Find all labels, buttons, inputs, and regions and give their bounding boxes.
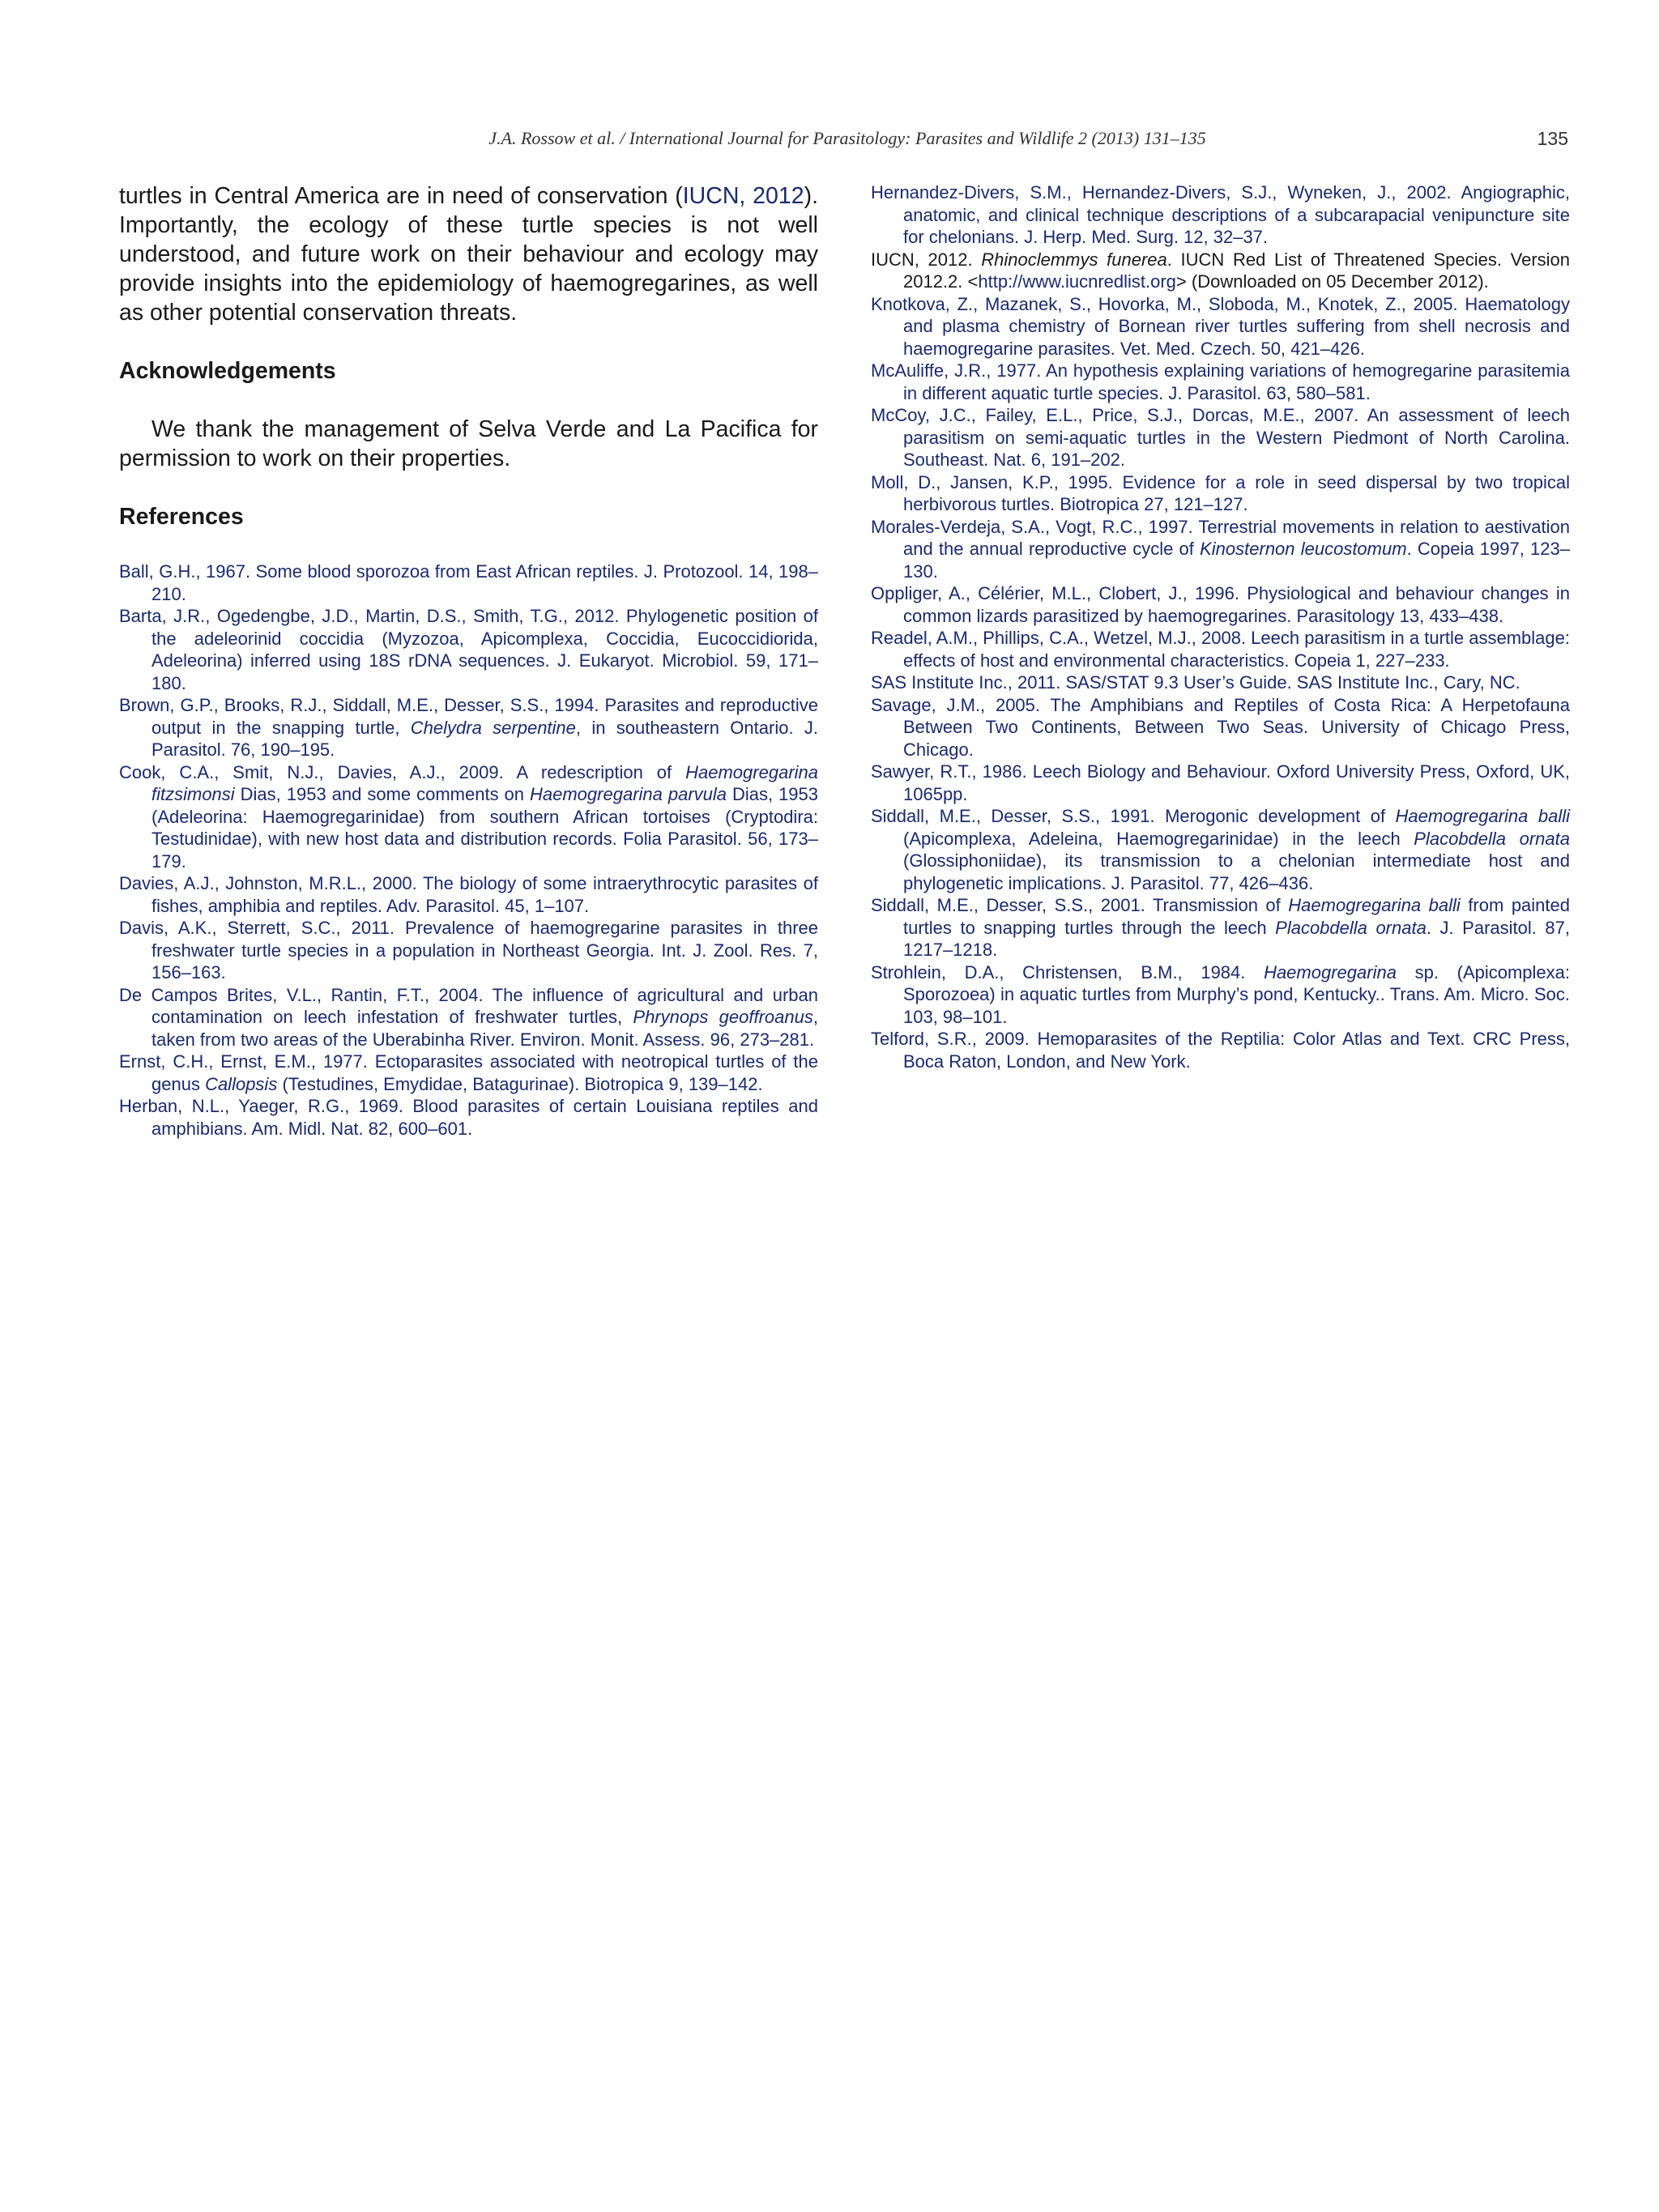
reference-item[interactable] bbox=[871, 805, 1570, 894]
species-name: Haemogregarina balli bbox=[1288, 895, 1461, 915]
reference-text: Herban, N.L., Yaeger, R.G., 1969. Blood parasites of certain Louisiana reptiles and amphibians. Am. Midl. Nat. 82, 600–601. bbox=[119, 1096, 818, 1139]
url-link[interactable]: http://www.iucnredlist.org bbox=[978, 271, 1176, 292]
reference-item[interactable] bbox=[119, 560, 818, 605]
reference-text: Readel, A.M., Phillips, C.A., Wetzel, M.J., 2008. Leech parasitism in a turtle assemblage: effects of host and environmental characteristics. Copeia 1, 227–233. bbox=[871, 628, 1570, 671]
reference-text: SAS Institute Inc., 2011. SAS/STAT 9.3 User’s Guide. SAS Institute Inc., Cary, NC. bbox=[871, 672, 1520, 693]
reference-text: (Glossiphoniidae), its transmission to a chelonian intermediate host and phylogenetic implications. J. Parasitol. 77, 426–436. bbox=[903, 850, 1570, 893]
reference-text: Oppliger, A., Célérier, M.L., Clobert, J., 1996. Physiological and behaviour changes in common lizards parasitized by haemogregarines. Parasitology 13, 433–438. bbox=[871, 583, 1570, 626]
species-name: Phrynops geoffroanus bbox=[633, 1007, 813, 1027]
reference-text: De Campos Brites, V.L., Rantin, F.T., 2004. The influence of agricultural and urban contamination on leech infestation of freshwater turtles, bbox=[119, 984, 818, 1027]
reference-item[interactable] bbox=[871, 181, 1570, 249]
reference-text: McCoy, J.C., Failey, E.L., Price, S.J., Dorcas, M.E., 2007. An assessment of leech parasitism on semi-aquatic turtles in the Western Piedmont of North Carolina. Southeast. Nat. 6, 191–202. bbox=[871, 405, 1570, 470]
reference-item[interactable] bbox=[119, 761, 818, 873]
reference-item[interactable] bbox=[871, 894, 1570, 961]
species-name: Placobdella ornata bbox=[1414, 828, 1570, 849]
reference-text: Morales-Verdeja, S.A., Vogt, R.C., 1997. Terrestrial movements in relation to aestivation and the annual reproductive cycle of bbox=[871, 516, 1570, 559]
references-list-left bbox=[119, 560, 818, 1140]
reference-item[interactable] bbox=[871, 1028, 1570, 1072]
running-head: J.A. Rossow et al. / International Journal for Parasitology: Parasites and Wildlife 2 (2013) 131–135 bbox=[488, 128, 1206, 148]
reference-item[interactable] bbox=[119, 1051, 818, 1095]
species-name: Placobdella ornata bbox=[1275, 917, 1427, 938]
reference-text: , in southeastern Ontario. J. Parasitol. 76, 190–195. bbox=[151, 717, 818, 760]
reference-text: Hernandez-Divers, S.M., Hernandez-Divers, S.J., Wyneken, J., 2002. Angiographic, anatomic, and clinical technique descriptions of a subcarapacial venipuncture site for chelonians. J. Herp. Med. Surg. 12, 32–37. bbox=[871, 182, 1570, 247]
reference-text: (Apicomplexa, Adeleina, Haemogregarinidae) in the leech bbox=[903, 828, 1414, 849]
reference-text: Telford, S.R., 2009. Hemoparasites of the Reptilia: Color Atlas and Text. CRC Press, Boca Raton, London, and New York. bbox=[871, 1029, 1570, 1072]
species-name: Kinosternon leucostomum bbox=[1200, 539, 1407, 559]
species-name: Rhinoclemmys funerea bbox=[981, 249, 1167, 270]
reference-item[interactable] bbox=[871, 761, 1570, 805]
reference-item[interactable] bbox=[119, 1095, 818, 1140]
reference-text: Brown, G.P., Brooks, R.J., Siddall, M.E., Desser, S.S., 1994. Parasites and reproductive output in the snapping turtle, bbox=[119, 695, 818, 738]
species-name: Haemogregarina parvula bbox=[530, 784, 727, 804]
reference-item[interactable] bbox=[871, 471, 1570, 516]
species-name: Haemogregarina bbox=[1264, 961, 1397, 982]
reference-item[interactable] bbox=[871, 627, 1570, 671]
reference-text: Siddall, M.E., Desser, S.S., 2001. Transmission of bbox=[871, 895, 1289, 915]
reference-text: , taken from two areas of the Uberabinha River. Environ. Monit. Assess. 96, 273–281. bbox=[151, 1007, 818, 1050]
reference-item bbox=[871, 249, 1570, 293]
reference-text: . Copeia 1997, 123–130. bbox=[903, 539, 1570, 582]
reference-text: Sawyer, R.T., 1986. Leech Biology and Behaviour. Oxford University Press, Oxford, UK, 1065pp. bbox=[871, 761, 1570, 804]
reference-item[interactable] bbox=[119, 872, 818, 917]
reference-text: IUCN, 2012. bbox=[871, 249, 982, 270]
citation-link-iucn[interactable]: IUCN, 2012 bbox=[682, 183, 804, 209]
reference-item[interactable] bbox=[871, 694, 1570, 761]
reference-text: Ernst, C.H., Ernst, E.M., 1977. Ectoparasites associated with neotropical turtles of the genus bbox=[119, 1051, 818, 1094]
reference-text: > (Downloaded on 05 December 2012). bbox=[1175, 271, 1489, 292]
acknowledgements-heading: Acknowledgements bbox=[119, 358, 336, 384]
reference-text: Moll, D., Jansen, K.P., 1995. Evidence for a role in seed dispersal by two tropical herbivorous turtles. Biotropica 27, 121–127. bbox=[871, 471, 1570, 514]
reference-item[interactable] bbox=[871, 360, 1570, 404]
reference-text: Ball, G.H., 1967. Some blood sporozoa from East African reptiles. J. Protozool. 14, 198–210. bbox=[119, 561, 818, 604]
reference-text: sp. (Apicomplexa: Sporozoea) in aquatic turtles from Murphy’s pond, Kentucky.. Trans. Am. Micro. Soc. 103, 98–101. bbox=[903, 961, 1571, 1027]
reference-item[interactable] bbox=[871, 582, 1570, 627]
reference-text: McAuliffe, J.R., 1977. An hypothesis explaining variations of hemogregarine parasitemia in different aquatic turtle species. J. Parasitol. 63, 580–581. bbox=[871, 360, 1570, 403]
reference-item[interactable] bbox=[871, 961, 1570, 1029]
reference-text: . J. Parasitol. 87, 1217–1218. bbox=[903, 917, 1570, 960]
reference-text: Cook, C.A., Smit, N.J., Davies, A.J., 2009. A redescription of bbox=[119, 761, 686, 782]
references-heading: References bbox=[119, 504, 244, 530]
body-paragraph bbox=[119, 181, 818, 327]
paragraph-text: turtles in Central America are in need of conservation ( bbox=[119, 183, 683, 209]
reference-text: Dias, 1953 (Adeleorina: Haemogregarinidae) from southern African tortoises (Cryptodira: Testudinidae), with new host data and distribution records. Folia Parasitol. 56, 173–179. bbox=[151, 784, 819, 872]
reference-text: Davis, A.K., Sterrett, S.C., 2011. Prevalence of haemogregarine parasites in three freshwater turtle species in a population in Northeast Georgia. Int. J. Zool. Res. 7, 156–163. bbox=[119, 918, 818, 982]
reference-text: . IUCN Red List of Threatened Species. Version 2012.2. < bbox=[903, 249, 1570, 292]
reference-item[interactable] bbox=[871, 516, 1570, 583]
species-name: Haemogregarina balli bbox=[1395, 806, 1570, 826]
reference-text: Siddall, M.E., Desser, S.S., 1991. Merogonic development of bbox=[871, 806, 1396, 826]
reference-text: Strohlein, D.A., Christensen, B.M., 1984. bbox=[871, 961, 1265, 982]
reference-text: Savage, J.M., 2005. The Amphibians and Reptiles of Costa Rica: A Herpetofauna Between Two Continents, Between Two Seas. University of Chicago Press, Chicago. bbox=[871, 694, 1570, 760]
references-list-right bbox=[871, 181, 1570, 1072]
reference-item[interactable] bbox=[119, 917, 818, 984]
species-name: Callopsis bbox=[205, 1073, 278, 1094]
reference-item[interactable] bbox=[871, 293, 1570, 360]
reference-item[interactable] bbox=[119, 605, 818, 694]
reference-text: Davies, A.J., Johnston, M.R.L., 2000. The biology of some intraerythrocytic parasites of fishes, amphibia and reptiles. Adv. Parasitol. 45, 1–107. bbox=[119, 873, 818, 916]
reference-text: Dias, 1953 and some comments on bbox=[234, 784, 530, 804]
reference-item[interactable] bbox=[119, 694, 818, 761]
paragraph-text: ). Importantly, the ecology of these turtle species is not well understood, and future work on their behaviour and ecology may provide insights into the epidemiology of haemogregarines, as well as other potential conservation threats. bbox=[119, 183, 818, 326]
reference-text: from painted turtles to snapping turtles through the leech bbox=[903, 895, 1570, 938]
reference-item[interactable] bbox=[871, 404, 1570, 471]
species-name: Chelydra serpentine bbox=[410, 717, 576, 738]
page-number: 135 bbox=[1537, 128, 1568, 149]
acknowledgements-text: We thank the management of Selva Verde and La Pacifica for permission to work on their properties. bbox=[119, 416, 818, 471]
right-column bbox=[871, 181, 1570, 1072]
species-name: Haemogregarina fitzsimonsi bbox=[151, 761, 818, 804]
reference-text: Knotkova, Z., Mazanek, S., Hovorka, M., Sloboda, M., Knotek, Z., 2005. Haematology and plasma chemistry of Bornean river turtles suffering from shell necrosis and haemogregarine parasites. Vet. Med. Czech. 50, 421–426. bbox=[871, 293, 1570, 359]
reference-item[interactable] bbox=[119, 984, 818, 1051]
reference-text: (Testudines, Emydidae, Batagurinae). Biotropica 9, 139–142. bbox=[277, 1073, 763, 1094]
reference-item[interactable] bbox=[871, 671, 1570, 694]
left-column bbox=[119, 181, 818, 1140]
reference-text: Barta, J.R., Ogedengbe, J.D., Martin, D.S., Smith, T.G., 2012. Phylogenetic position of the adeleorinid coccidia (Myzozoa, Apicomplexa, Coccidia, Eucoccidiorida, Adeleorina) inferred using 18S rDNA sequences. J. Eukaryot. Microbiol. 59, 171–180. bbox=[119, 606, 818, 693]
